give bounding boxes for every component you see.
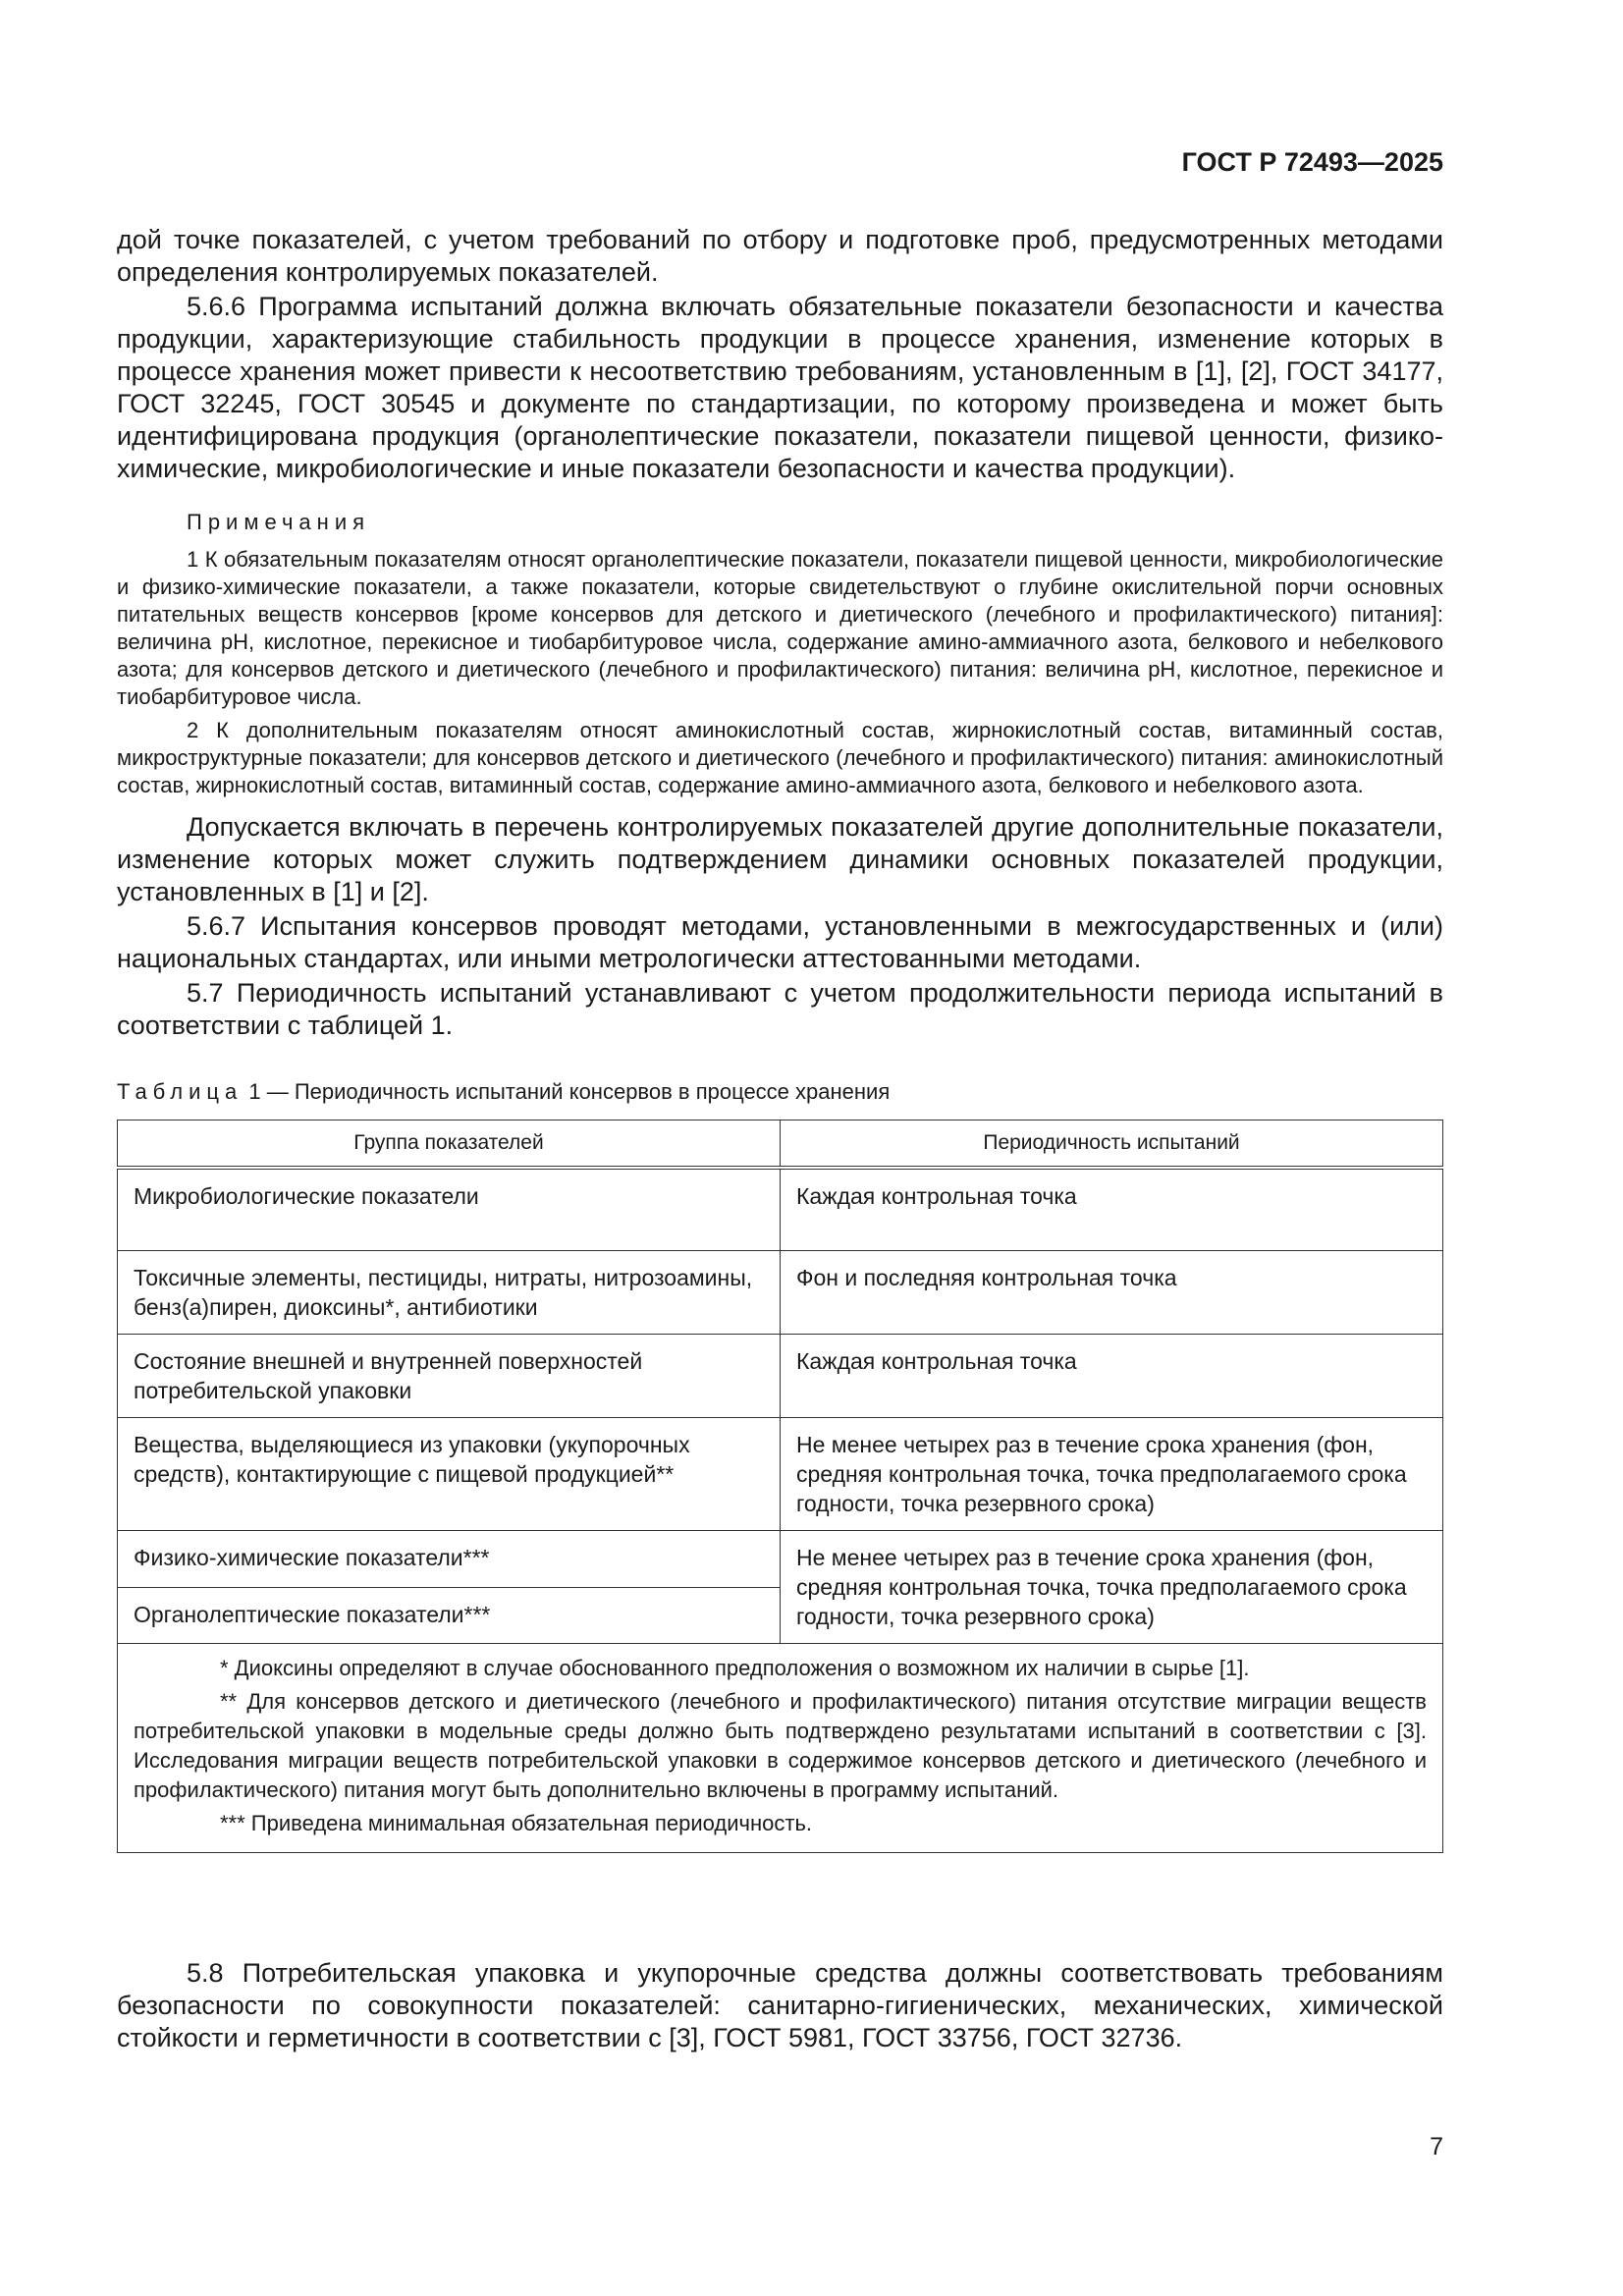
table-row — [118, 1531, 1443, 1588]
note-2: 2 К дополнительным показателям относят аминокислотный состав, жирнокислотный состав, витаминный состав, микроструктурные показатели; для консервов детского и диетического (лечебного и профилактического) питания: аминокислотный состав, жирнокислотный состав, витаминный состав, содержание амино-аммиачного азота, белкового и небелкового азота. — [117, 718, 1443, 797]
paragraph-5-6-7: 5.6.7 Испытания консервов проводят методами, установленными в межгосударственных и (или) национальных стандартах, или иными метрологически аттестованными методами. — [117, 911, 1443, 973]
footnote-3: *** Приведена минимальная обязательная периодичность. — [220, 1811, 813, 1835]
table-footnotes — [118, 1644, 1443, 1853]
note-1: 1 К обязательным показателям относят органолептические показатели, показатели пищевой ценности, микробиологические и физико-химические показатели, а также показатели, которые свидетельствуют о глубине окислительной порчи основных питательных веществ консервов [кроме консервов для детского и диетического (лечебного и профилактического) питания]: величина pH, кислотное, перекисное и тиобарбитуровое числа, содержание амино-аммиачного азота, белкового и небелкового азота; для консервов детского и диетического (лечебного и профилактического) питания: величина pH, кислотное, перекисное и тиобарбитуровое числа. — [117, 547, 1443, 709]
paragraph-5-8: 5.8 Потребительская упаковка и укупорочные средства должны соответствовать требованиям безопасности по совокупности показателей: санитарно-гигиенических, механических, химической стойкости и герметичности в соответствии с [3], ГОСТ 5981, ГОСТ 33756, ГОСТ 32736. — [117, 1958, 1443, 2052]
cell-group: Микробиологические показатели — [118, 1168, 781, 1251]
cell-periodicity: Каждая контрольная точка — [781, 1335, 1443, 1418]
table-row — [118, 1418, 1443, 1531]
paragraph-additional: Допускается включать в перечень контролируемых показателей другие дополнительные показатели, изменение которых может служить подтверждением динамики основных показателей продукции, установленных в [1] и [2]. — [117, 812, 1443, 906]
table-row — [118, 1335, 1443, 1418]
page-number: 7 — [1430, 2133, 1443, 2160]
document-id-header: ГОСТ Р 72493—2025 — [1181, 147, 1443, 177]
cell-periodicity-merged: Не менее четырех раз в течение срока хранения (фон, средняя контрольная точка, точка предполагаемого срока годности, точка резервного срока) — [781, 1531, 1443, 1644]
main-text — [117, 224, 1443, 1853]
cell-group: Органолептические показатели*** — [118, 1587, 781, 1644]
footnote-2: ** Для консервов детского и диетического (лечебного и профилактического) питания отсутствие миграции веществ потребительской упаковки в модельные среды должно быть подтверждено результатами испытаний в соответствии с [3]. Исследования миграции веществ потребительской упаковки в содержимое консервов детского и диетического (лечебного и профилактического) питания могут быть дополнительно включены в программу испытаний. — [134, 1689, 1427, 1802]
header-indicator-group: Группа показателей — [118, 1121, 781, 1169]
table-row — [118, 1168, 1443, 1251]
table-header-row — [118, 1121, 1443, 1169]
cell-periodicity: Не менее четырех раз в течение срока хранения (фон, средняя контрольная точка, точка предполагаемого срока годности, точка резервного срока) — [781, 1418, 1443, 1531]
footnote-1: * Диоксины определяют в случае обоснованного предположения о возможном их наличии в сырье [1]. — [220, 1656, 1250, 1680]
cell-group: Физико-химические показатели*** — [118, 1531, 781, 1588]
notes-title: Примечания — [187, 510, 371, 534]
periodicity-table — [117, 1120, 1443, 1853]
cell-periodicity: Фон и последняя контрольная точка — [781, 1251, 1443, 1335]
closing-text — [117, 1957, 1443, 2054]
paragraph-5-7: 5.7 Периодичность испытаний устанавливают с учетом продолжительности периода испытаний в соответствии с таблицей 1. — [117, 978, 1443, 1040]
cell-group: Токсичные элементы, пестициды, нитраты, нитрозоамины, бенз(а)пирен, диоксины*, антибиотики — [118, 1251, 781, 1335]
table-caption-text: 1 — Периодичность испытаний консервов в процессе хранения — [243, 1079, 891, 1104]
cell-periodicity: Каждая контрольная точка — [781, 1168, 1443, 1251]
table-footnotes-row — [118, 1644, 1443, 1853]
header-periodicity: Периодичность испытаний — [781, 1121, 1443, 1169]
table-caption-prefix: Таблица — [117, 1079, 243, 1104]
table-caption — [117, 1075, 1443, 1108]
paragraph-5-6-6: 5.6.6 Программа испытаний должна включать обязательные показатели безопасности и качества продукции, характеризующие стабильность продукции в процессе хранения, изменение которых в процессе хранения может привести к несоответствию требованиям, установленным в [1], [2], ГОСТ 34177, ГОСТ 32245, ГОСТ 30545 и документе по стандартизации, по которому произведена и может быть идентифицирована продукция (органолептические показатели, показатели пищевой ценности, физико-химические, микробиологические и иные показатели безопасности и качества продукции). — [117, 292, 1443, 483]
table-row — [118, 1251, 1443, 1335]
notes-block — [117, 509, 1443, 799]
paragraph-continuation: дой точке показателей, с учетом требований по отбору и подготовке проб, предусмотренных методами определения контролируемых показателей. — [117, 225, 1443, 287]
cell-group: Вещества, выделяющиеся из упаковки (укупорочных средств), контактирующие с пищевой продукцией** — [118, 1418, 781, 1531]
cell-group: Состояние внешней и внутренней поверхностей потребительской упаковки — [118, 1335, 781, 1418]
